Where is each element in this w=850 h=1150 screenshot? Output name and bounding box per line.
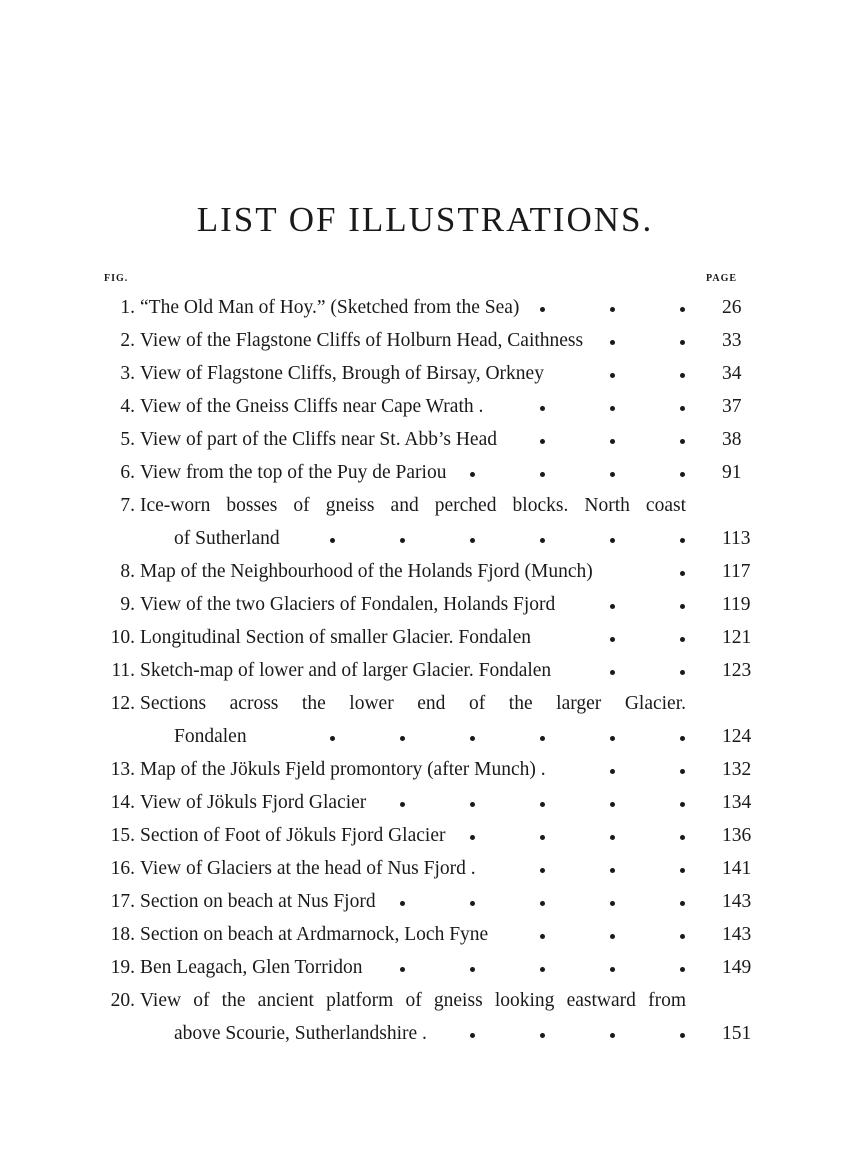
figure-number: 3. (120, 363, 135, 384)
illustration-title: Longitudinal Section of smaller Glacier. Fondalen (140, 627, 531, 648)
dot-leader (540, 472, 545, 477)
figure-number: 19. (110, 957, 135, 978)
dot-leader (680, 373, 685, 378)
dot-leader (610, 835, 615, 840)
dot-leader (610, 1033, 615, 1038)
page-number: 91 (722, 462, 742, 483)
dot-leader (470, 1033, 475, 1038)
dot-leader (610, 472, 615, 477)
figure-number: 14. (110, 792, 135, 813)
dot-leader (610, 802, 615, 807)
figure-number: 10. (110, 627, 135, 648)
page-number: 26 (722, 297, 742, 318)
illustration-title: View of Jökuls Fjord Glacier (140, 792, 367, 813)
list-item-line (0, 654, 850, 687)
dot-leader (400, 967, 405, 972)
illustration-title: View of the ancient platform of gneiss looking eastward from (140, 990, 686, 1011)
figure-number: 11. (111, 660, 135, 681)
illustration-title: Ice-worn bosses of gneiss and perched blocks. North coast (140, 495, 686, 516)
figure-number: 5. (120, 429, 135, 450)
page-number: 33 (722, 330, 742, 351)
dot-leader (680, 571, 685, 576)
list-item-line (0, 918, 850, 951)
page-number: 113 (722, 528, 751, 549)
figure-number: 13. (110, 759, 135, 780)
list-item-line (0, 720, 850, 753)
dot-leader (680, 901, 685, 906)
page-number: 117 (722, 561, 751, 582)
dot-leader (680, 604, 685, 609)
dot-leader (540, 736, 545, 741)
fig-column-header: FIG. (104, 273, 129, 284)
dot-leader (540, 802, 545, 807)
dot-leader (610, 736, 615, 741)
dot-leader (680, 340, 685, 345)
dot-leader (680, 868, 685, 873)
dot-leader (680, 637, 685, 642)
dot-leader (400, 901, 405, 906)
page-number: 141 (722, 858, 752, 879)
list-item-line (0, 456, 850, 489)
dot-leader (540, 307, 545, 312)
dot-leader (540, 967, 545, 972)
dot-leader (610, 637, 615, 642)
illustration-title: Sections across the lower end of the larger Glacier. (140, 693, 686, 714)
dot-leader (610, 868, 615, 873)
dot-leader (680, 307, 685, 312)
list-item-line (0, 390, 850, 423)
list-item-line (0, 786, 850, 819)
illustration-title: Section on beach at Ardmarnock, Loch Fyne (140, 924, 489, 945)
illustration-title: Sketch-map of lower and of larger Glacier. Fondalen (140, 660, 552, 681)
list-item-line (0, 687, 850, 720)
list-item-line (0, 423, 850, 456)
page-number: 119 (722, 594, 751, 615)
dot-leader (610, 538, 615, 543)
illustration-title: View from the top of the Puy de Pariou (140, 462, 447, 483)
list-item-line (0, 819, 850, 852)
dot-leader (610, 604, 615, 609)
dot-leader (400, 538, 405, 543)
page-number: 136 (722, 825, 752, 846)
list-item-line (0, 885, 850, 918)
dot-leader (610, 934, 615, 939)
figure-number: 6. (120, 462, 135, 483)
illustration-title: View of the Flagstone Cliffs of Holburn Head, Caithness (140, 330, 584, 351)
page-number: 124 (722, 726, 752, 747)
figure-number: 7. (120, 495, 135, 516)
illustration-title: Section of Foot of Jökuls Fjord Glacier (140, 825, 446, 846)
figure-number: 9. (120, 594, 135, 615)
figure-number: 12. (110, 693, 135, 714)
dot-leader (680, 406, 685, 411)
page-number: 143 (722, 924, 752, 945)
dot-leader (470, 802, 475, 807)
figure-number: 2. (120, 330, 135, 351)
dot-leader (470, 472, 475, 477)
dot-leader (540, 868, 545, 873)
list-item-line (0, 951, 850, 984)
list-item-line (0, 522, 850, 555)
list-item-line (0, 984, 850, 1017)
dot-leader (680, 934, 685, 939)
dot-leader (680, 670, 685, 675)
illustration-title: Fondalen (174, 726, 247, 747)
page-number: 132 (722, 759, 752, 780)
figure-number: 17. (110, 891, 135, 912)
page-number: 37 (722, 396, 742, 417)
figure-number: 15. (110, 825, 135, 846)
dot-leader (610, 307, 615, 312)
dot-leader (470, 736, 475, 741)
dot-leader (610, 769, 615, 774)
dot-leader (470, 901, 475, 906)
page-number: 123 (722, 660, 752, 681)
dot-leader (470, 538, 475, 543)
dot-leader (540, 538, 545, 543)
page-number: 38 (722, 429, 742, 450)
dot-leader (540, 439, 545, 444)
figure-number: 1. (120, 297, 135, 318)
list-item-line (0, 588, 850, 621)
dot-leader (680, 967, 685, 972)
dot-leader (540, 835, 545, 840)
dot-leader (540, 934, 545, 939)
dot-leader (680, 439, 685, 444)
page-number: 151 (722, 1023, 752, 1044)
dot-leader (680, 769, 685, 774)
illustration-title: “The Old Man of Hoy.” (Sketched from the Sea) (140, 297, 520, 318)
dot-leader (680, 472, 685, 477)
page-column-header: PAGE (706, 273, 738, 284)
figure-number: 18. (110, 924, 135, 945)
page-number: 149 (722, 957, 752, 978)
page-number: 134 (722, 792, 752, 813)
list-item-line (0, 489, 850, 522)
dot-leader (540, 406, 545, 411)
dot-leader (610, 373, 615, 378)
list-item-line (0, 1017, 850, 1050)
dot-leader (610, 439, 615, 444)
list-item-line (0, 753, 850, 786)
page-number: 143 (722, 891, 752, 912)
illustration-title: View of part of the Cliffs near St. Abb’s Head (140, 429, 497, 450)
figure-number: 8. (120, 561, 135, 582)
illustration-title: View of the Gneiss Cliffs near Cape Wrath . (140, 396, 484, 417)
dot-leader (470, 967, 475, 972)
page-number: 121 (722, 627, 752, 648)
figure-number: 20. (110, 990, 135, 1011)
list-item-line (0, 555, 850, 588)
illustration-title: Map of the Jökuls Fjeld promontory (after Munch) . (140, 759, 546, 780)
page-title: LIST OF ILLUSTRATIONS. (196, 200, 654, 239)
illustration-title: of Sutherland (174, 528, 280, 549)
dot-leader (400, 736, 405, 741)
list-item-line (0, 291, 850, 324)
illustration-title: Section on beach at Nus Fjord (140, 891, 376, 912)
dot-leader (470, 835, 475, 840)
illustration-title: View of the two Glaciers of Fondalen, Holands Fjord (140, 594, 556, 615)
dot-leader (680, 802, 685, 807)
dot-leader (540, 901, 545, 906)
dot-leader (330, 736, 335, 741)
illustration-title: Ben Leagach, Glen Torridon (140, 957, 363, 978)
dot-leader (680, 538, 685, 543)
dot-leader (610, 967, 615, 972)
illustration-title: View of Glaciers at the head of Nus Fjord . (140, 858, 476, 879)
illustration-title: View of Flagstone Cliffs, Brough of Birsay, Orkney (140, 363, 544, 384)
dot-leader (680, 1033, 685, 1038)
figure-number: 16. (110, 858, 135, 879)
dot-leader (610, 670, 615, 675)
figure-number: 4. (120, 396, 135, 417)
dot-leader (610, 340, 615, 345)
dot-leader (330, 538, 335, 543)
page-number: 34 (722, 363, 742, 384)
dot-leader (400, 802, 405, 807)
dot-leader (610, 901, 615, 906)
dot-leader (680, 736, 685, 741)
dot-leader (680, 835, 685, 840)
illustration-title: Map of the Neighbourhood of the Holands Fjord (Munch) (140, 561, 593, 582)
illustration-title: above Scourie, Sutherlandshire . (174, 1023, 427, 1044)
list-item-line (0, 852, 850, 885)
dot-leader (540, 1033, 545, 1038)
dot-leader (610, 406, 615, 411)
list-item-line (0, 621, 850, 654)
list-item-line (0, 357, 850, 390)
list-item-line (0, 324, 850, 357)
